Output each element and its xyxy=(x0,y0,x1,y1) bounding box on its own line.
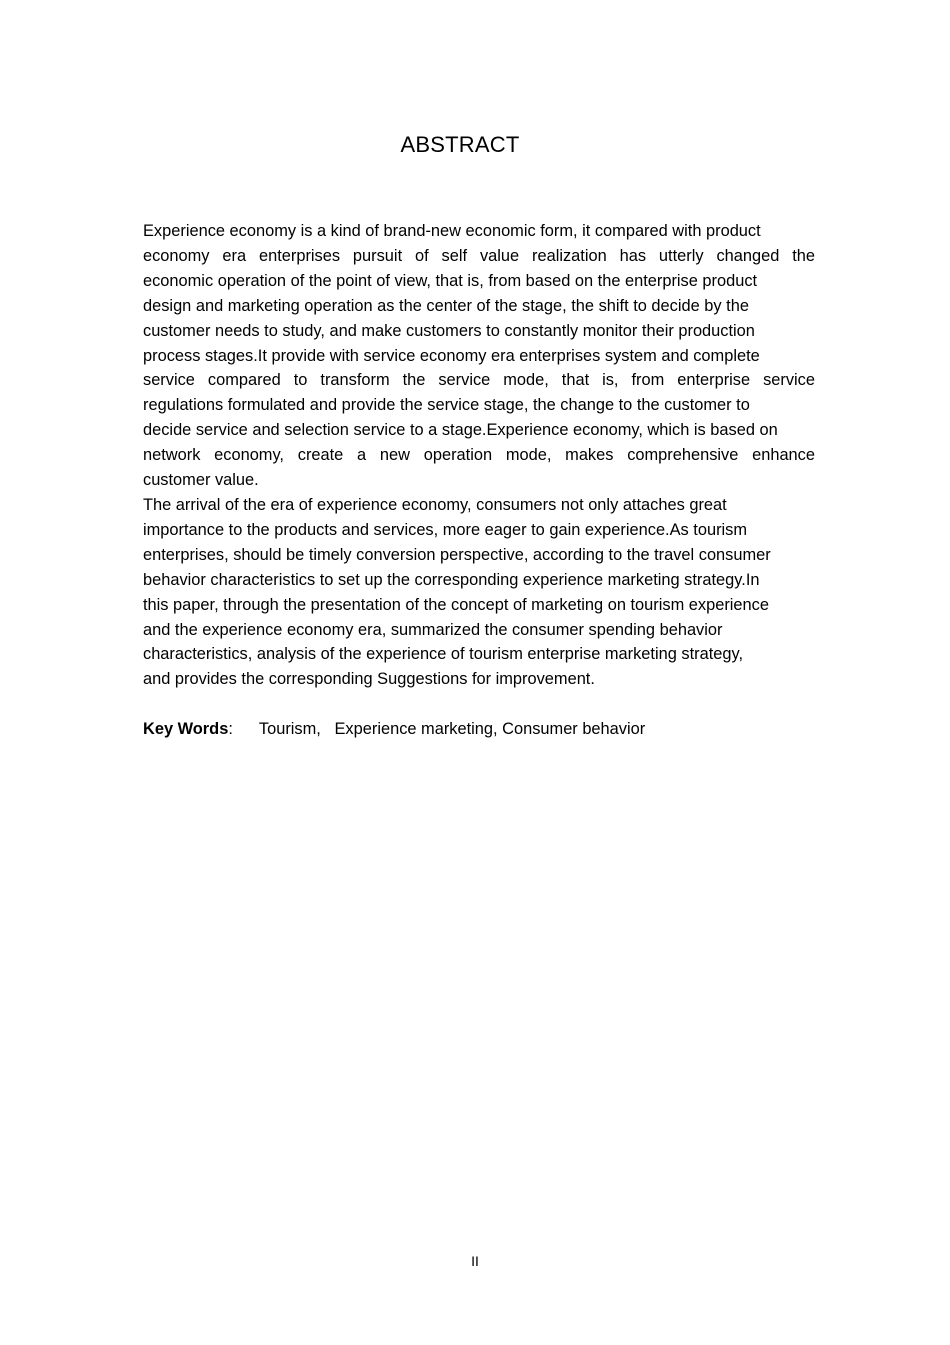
keyword-separator: , xyxy=(316,720,321,738)
text-line: economic operation of the point of view, that is, from based on the enterprise product xyxy=(143,271,758,290)
page-title: ABSTRACT xyxy=(400,132,520,157)
text-line: The arrival of the era of experience economy, consumers not only attaches great xyxy=(143,495,727,514)
text-line: design and marketing operation as the center of the stage, the shift to decide by the xyxy=(143,296,749,315)
keyword-item: Tourism xyxy=(258,720,317,738)
text-line: regulations formulated and provide the service stage, the change to the customer to xyxy=(143,396,750,415)
abstract-body xyxy=(143,219,843,692)
text-line: economy era enterprises pursuit of self value realization has utterly changed the xyxy=(143,246,815,265)
text-line: service compared to transform the service mode, that is, from enterprise service xyxy=(143,371,815,390)
text-line: Experience economy is a kind of brand-new economic form, it compared with product xyxy=(143,222,761,240)
page-number: II xyxy=(471,1253,479,1269)
text-line: and the experience economy era, summarized the consumer spending behavior xyxy=(143,620,723,639)
abstract-paragraph-2 xyxy=(143,493,843,692)
text-line: customer value. xyxy=(143,471,259,490)
text-line: this paper, through the presentation of the concept of marketing on tourism experience xyxy=(143,595,769,614)
text-line: characteristics, analysis of the experience of tourism enterprise marketing strategy, xyxy=(143,645,744,664)
keyword-item: Experience marketing xyxy=(334,720,494,738)
text-line: process stages.It provide with service economy era enterprises system and complete xyxy=(143,346,760,365)
keywords-label: Key Words xyxy=(143,720,229,738)
keyword-separator: , xyxy=(493,720,498,738)
text-line: importance to the products and services, more eager to gain experience.As tourism xyxy=(143,520,748,539)
text-line: customer needs to study, and make customers to constantly monitor their production xyxy=(143,321,755,340)
text-line: decide service and selection service to a stage.Experience economy, which is based on xyxy=(143,421,778,440)
abstract-paragraph-1 xyxy=(143,219,843,493)
keywords xyxy=(143,717,645,742)
keywords-colon: : xyxy=(228,720,233,738)
text-line: enterprises, should be timely conversion perspective, according to the travel consumer xyxy=(143,545,771,564)
keyword-item: Consumer behavior xyxy=(502,720,646,738)
text-line: network economy, create a new operation mode, makes comprehensive enhance xyxy=(143,446,815,465)
text-line: and provides the corresponding Suggestions for improvement. xyxy=(143,670,595,689)
text-line: behavior characteristics to set up the corresponding experience marketing strategy.In xyxy=(143,570,760,589)
